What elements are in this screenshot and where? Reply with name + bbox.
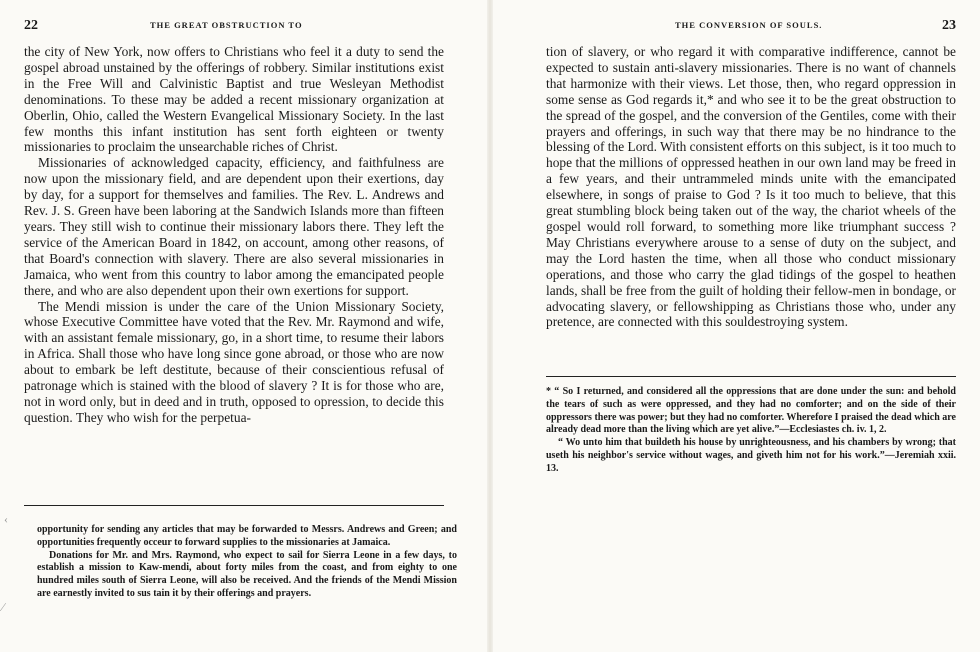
footnote-rule (24, 505, 444, 506)
paragraph: the city of New York, now offers to Christians who feel it a duty to send the gospel abroad unstained by the offerings of robbery. Similar institutions exist in the Free Will and Calvinistic Baptist and true Wesleyan Methodist denominations. To these may be added a recent missionary organization at Oberlin, Ohio, called the Western Evangelical Missionary Society. In the last few months this infant institution has sent forth eighteen or twenty missionaries to proclaim the unsearchable riches of Christ. (24, 44, 444, 155)
running-head: THE CONVERSION OF SOULS. (675, 20, 823, 30)
footnote: Donations for Mr. and Mrs. Raymond, who expect to sail for Sierra Leone in a few days, to establish a mission to Kaw-mendi, about forty miles from the coast, and from eighty to one hundred miles south of Sierra Leone, will also be received. And the friends of the Mendi Mission are earnestly invited to sus tain it by their offerings and prayers. (37, 549, 457, 599)
body-text (24, 44, 444, 426)
paragraph: The Mendi mission is under the care of the Union Missionary Society, whose Executive Committee have voted that the Rev. Mr. Raymond and wife, with an assistant female missionary, go, in a short time, to resume their labors in Africa. Shall those who have long since gone abroad, or those who are now about to embark be left destitute, because of their conscientious refusal of patronage which is stained with the blood of slavery ? It is for those who are, not in word only, but in deed and in truth, opposed to opression, to decide this question. They who wish for the perpetua- (24, 298, 444, 425)
running-head: THE GREAT OBSTRUCTION TO (150, 20, 303, 30)
footnote: opportunity for sending any articles that may be forwarded to Messrs. Andrews and Green; and opportunities frequently occeur to forward supplies to the missionaries at Jamaica. (37, 524, 457, 548)
footnote: “ Wo unto him that buildeth his house by unrighteousness, and his chambers by wrong; that useth his neighbor's service without wages, and giveth him not for his work.”—Jeremiah xxii. 13. (546, 437, 956, 474)
footnotes (37, 524, 457, 601)
body-text (546, 44, 956, 330)
scan-mark: ‹ (4, 512, 8, 526)
paragraph: Missionaries of acknowledged capacity, efficiency, and faithfulness are now upon the missionary field, and are dependent upon their exertions, day by day, for a support for themselves and families. The Rev. L. Andrews and Rev. J. S. Green have been laboring at the Sandwich Islands more than fifteen years. They still wish to continue their missionary labors there. They left the service of the American Board in 1842, on account, among other reasons, of that Board's connection with slavery. There are also several missionaries in Jamaica, who went from this country to labor among the emancipated people there, and who are also dependent upon their own exertions for support. (24, 155, 444, 298)
page-number: 22 (24, 18, 38, 33)
footnotes (546, 386, 956, 476)
page-number: 23 (942, 18, 956, 33)
paragraph: tion of slavery, or who regard it with comparative indifference, cannot be expected to sustain anti-slavery missionaries. There is no want of channels that harmonize with their views. Let those, then, who regard oppression in some sense as God regards it,* and who see it to be the great obstruction to the spread of the gospel, and the conversion of the Gentiles, come with their prayers and offerings, in such way that there may be no hindrance to the blessing of the Lord. With consistent efforts on this subject, is it too much to hope that the millions of oppressed heathen in our own land may be freed in a few years, and their untrammeled minds unite with the emancipated elsewhere, in songs of praise to God ? Is it too much to believe, that this great stumbling block being taken out of the way, the chariot wheels of the gospel would roll forward, to something more like triumphant success ? May Christians everywhere arouse to a sense of duty on the subject, and may the Lord hasten the time, when all those who conduct missionary operations, and those who carry the glad tidings of the gospel to heathen lands, shall be free from the guilt of holding their fellow-men in bondage, or advocating slavery, or fellowshipping as Christians those who, under any pretence, are connected with this souldestroying system. (546, 44, 956, 330)
scan-mark: ∕ (2, 600, 5, 614)
footnote-rule (546, 376, 956, 377)
right-page (490, 0, 980, 652)
footnote: * “ So I returned, and considered all the oppressions that are done under the sun: and behold the tears of such as were oppressed, and they had no comforter; and on the side of their oppressors there was power; but they had no comforter. Wherefore I praised the dead which are already dead more than the living which are yet alive.”—Ecclesiastes ch. iv. 1, 2. (546, 386, 956, 436)
